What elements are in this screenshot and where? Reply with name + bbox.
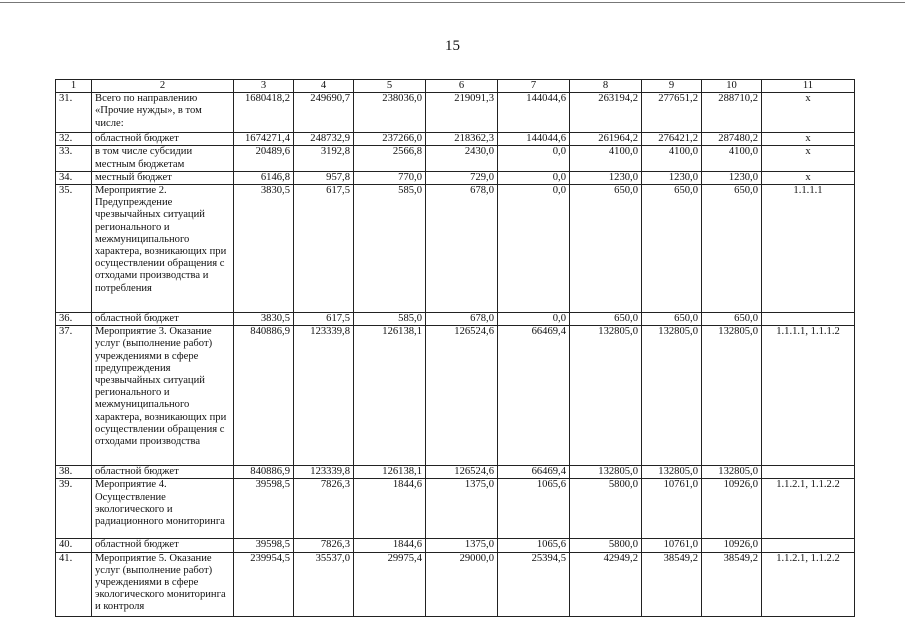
scan-top-border bbox=[0, 2, 905, 3]
table-row bbox=[56, 93, 855, 133]
value-cell: 729,0 bbox=[426, 171, 498, 184]
value-cell: 678,0 bbox=[426, 313, 498, 326]
value-cell: 287480,2 bbox=[702, 133, 762, 146]
value-cell: 10761,0 bbox=[642, 479, 702, 539]
value-cell: 10761,0 bbox=[642, 539, 702, 552]
indicator-reference: 1.1.2.1, 1.1.2.2 bbox=[762, 552, 855, 616]
table-row bbox=[56, 185, 855, 313]
row-title: областной бюджет bbox=[92, 313, 234, 326]
value-cell: 1065,6 bbox=[498, 479, 570, 539]
indicator-reference: 1.1.1.1, 1.1.1.2 bbox=[762, 326, 855, 466]
value-cell: 29000,0 bbox=[426, 552, 498, 616]
indicator-reference: x bbox=[762, 93, 855, 133]
value-cell: 1375,0 bbox=[426, 479, 498, 539]
value-cell: 957,8 bbox=[294, 171, 354, 184]
value-cell: 1230,0 bbox=[570, 171, 642, 184]
value-cell: 7826,3 bbox=[294, 539, 354, 552]
value-cell: 617,5 bbox=[294, 185, 354, 313]
indicator-reference: x bbox=[762, 133, 855, 146]
value-cell: 288710,2 bbox=[702, 93, 762, 133]
value-cell: 123339,8 bbox=[294, 466, 354, 479]
column-header: 2 bbox=[92, 80, 234, 93]
column-header: 5 bbox=[354, 80, 426, 93]
column-header: 1 bbox=[56, 80, 92, 93]
table-row bbox=[56, 146, 855, 171]
indicator-reference bbox=[762, 466, 855, 479]
table-row bbox=[56, 552, 855, 616]
column-header: 6 bbox=[426, 80, 498, 93]
value-cell: 218362,3 bbox=[426, 133, 498, 146]
value-cell: 7826,3 bbox=[294, 479, 354, 539]
value-cell: 39598,5 bbox=[234, 539, 294, 552]
indicator-reference: x bbox=[762, 146, 855, 171]
value-cell: 650,0 bbox=[642, 185, 702, 313]
row-number: 39. bbox=[56, 479, 92, 539]
row-title: в том числе субсидии местным бюджетам bbox=[92, 146, 234, 171]
column-header: 9 bbox=[642, 80, 702, 93]
budget-table bbox=[55, 79, 855, 617]
value-cell: 39598,5 bbox=[234, 479, 294, 539]
column-header: 8 bbox=[570, 80, 642, 93]
row-number: 41. bbox=[56, 552, 92, 616]
value-cell: 276421,2 bbox=[642, 133, 702, 146]
row-number: 38. bbox=[56, 466, 92, 479]
value-cell: 1844,6 bbox=[354, 479, 426, 539]
value-cell: 0,0 bbox=[498, 313, 570, 326]
row-number: 32. bbox=[56, 133, 92, 146]
value-cell: 650,0 bbox=[702, 313, 762, 326]
value-cell: 5800,0 bbox=[570, 479, 642, 539]
row-title: Мероприятие 4. Осуществление экологического и радиационного мониторинга bbox=[92, 479, 234, 539]
row-title: областной бюджет bbox=[92, 133, 234, 146]
value-cell: 25394,5 bbox=[498, 552, 570, 616]
value-cell: 237266,0 bbox=[354, 133, 426, 146]
column-header: 11 bbox=[762, 80, 855, 93]
column-header: 3 bbox=[234, 80, 294, 93]
table-row bbox=[56, 539, 855, 552]
value-cell: 0,0 bbox=[498, 185, 570, 313]
value-cell: 1844,6 bbox=[354, 539, 426, 552]
table-row bbox=[56, 326, 855, 466]
row-title: областной бюджет bbox=[92, 466, 234, 479]
row-number: 40. bbox=[56, 539, 92, 552]
value-cell: 2430,0 bbox=[426, 146, 498, 171]
value-cell: 132805,0 bbox=[570, 466, 642, 479]
value-cell: 585,0 bbox=[354, 185, 426, 313]
value-cell: 1674271,4 bbox=[234, 133, 294, 146]
value-cell: 6146,8 bbox=[234, 171, 294, 184]
table-row bbox=[56, 171, 855, 184]
value-cell: 0,0 bbox=[498, 171, 570, 184]
row-number: 35. bbox=[56, 185, 92, 313]
value-cell: 5800,0 bbox=[570, 539, 642, 552]
value-cell: 650,0 bbox=[642, 313, 702, 326]
indicator-reference: 1.1.1.1 bbox=[762, 185, 855, 313]
indicator-reference: x bbox=[762, 171, 855, 184]
value-cell: 20489,6 bbox=[234, 146, 294, 171]
value-cell: 10926,0 bbox=[702, 539, 762, 552]
row-number: 37. bbox=[56, 326, 92, 466]
indicator-reference bbox=[762, 539, 855, 552]
value-cell: 3192,8 bbox=[294, 146, 354, 171]
value-cell: 66469,4 bbox=[498, 326, 570, 466]
row-title: Мероприятие 3. Оказание услуг (выполнение работ) учреждениями в сфере предупреждения чрезвычайных ситуаций регионального и межмуниципального характера, возникающих при осуществлении обращения с отходами производства bbox=[92, 326, 234, 466]
value-cell: 126524,6 bbox=[426, 326, 498, 466]
value-cell: 239954,5 bbox=[234, 552, 294, 616]
value-cell: 650,0 bbox=[570, 185, 642, 313]
row-number: 33. bbox=[56, 146, 92, 171]
value-cell: 144044,6 bbox=[498, 93, 570, 133]
value-cell: 617,5 bbox=[294, 313, 354, 326]
value-cell: 261964,2 bbox=[570, 133, 642, 146]
value-cell: 4100,0 bbox=[570, 146, 642, 171]
value-cell: 2566,8 bbox=[354, 146, 426, 171]
value-cell: 238036,0 bbox=[354, 93, 426, 133]
value-cell: 840886,9 bbox=[234, 466, 294, 479]
value-cell: 123339,8 bbox=[294, 326, 354, 466]
row-number: 31. bbox=[56, 93, 92, 133]
value-cell: 66469,4 bbox=[498, 466, 570, 479]
value-cell: 29975,4 bbox=[354, 552, 426, 616]
value-cell: 263194,2 bbox=[570, 93, 642, 133]
value-cell: 132805,0 bbox=[642, 326, 702, 466]
value-cell: 678,0 bbox=[426, 185, 498, 313]
page-number: 15 bbox=[445, 38, 460, 54]
row-title: Мероприятие 2. Предупреждение чрезвычайных ситуаций регионального и межмуниципального характера, возникающих при осуществлении обращения с отходами производства и потребления bbox=[92, 185, 234, 313]
value-cell: 4100,0 bbox=[702, 146, 762, 171]
value-cell: 1230,0 bbox=[642, 171, 702, 184]
value-cell: 4100,0 bbox=[642, 146, 702, 171]
value-cell: 38549,2 bbox=[642, 552, 702, 616]
table-row bbox=[56, 133, 855, 146]
value-cell: 132805,0 bbox=[570, 326, 642, 466]
value-cell: 126138,1 bbox=[354, 326, 426, 466]
table-row bbox=[56, 313, 855, 326]
value-cell: 132805,0 bbox=[702, 466, 762, 479]
column-header: 4 bbox=[294, 80, 354, 93]
value-cell: 650,0 bbox=[702, 185, 762, 313]
value-cell: 10926,0 bbox=[702, 479, 762, 539]
indicator-reference bbox=[762, 313, 855, 326]
value-cell: 1375,0 bbox=[426, 539, 498, 552]
value-cell: 249690,7 bbox=[294, 93, 354, 133]
value-cell: 770,0 bbox=[354, 171, 426, 184]
indicator-reference: 1.1.2.1, 1.1.2.2 bbox=[762, 479, 855, 539]
value-cell: 3830,5 bbox=[234, 313, 294, 326]
table-row bbox=[56, 466, 855, 479]
value-cell: 219091,3 bbox=[426, 93, 498, 133]
column-header: 10 bbox=[702, 80, 762, 93]
value-cell: 3830,5 bbox=[234, 185, 294, 313]
value-cell: 248732,9 bbox=[294, 133, 354, 146]
value-cell: 126138,1 bbox=[354, 466, 426, 479]
value-cell: 126524,6 bbox=[426, 466, 498, 479]
value-cell: 0,0 bbox=[498, 146, 570, 171]
value-cell: 650,0 bbox=[570, 313, 642, 326]
value-cell: 1065,6 bbox=[498, 539, 570, 552]
row-title: местный бюджет bbox=[92, 171, 234, 184]
value-cell: 1230,0 bbox=[702, 171, 762, 184]
row-number: 36. bbox=[56, 313, 92, 326]
value-cell: 42949,2 bbox=[570, 552, 642, 616]
value-cell: 585,0 bbox=[354, 313, 426, 326]
value-cell: 144044,6 bbox=[498, 133, 570, 146]
value-cell: 840886,9 bbox=[234, 326, 294, 466]
header-row bbox=[56, 80, 855, 93]
column-header: 7 bbox=[498, 80, 570, 93]
value-cell: 1680418,2 bbox=[234, 93, 294, 133]
row-title: областной бюджет bbox=[92, 539, 234, 552]
value-cell: 38549,2 bbox=[702, 552, 762, 616]
value-cell: 132805,0 bbox=[702, 326, 762, 466]
value-cell: 277651,2 bbox=[642, 93, 702, 133]
row-title: Всего по направлению «Прочие нужды», в том числе: bbox=[92, 93, 234, 133]
table-row bbox=[56, 479, 855, 539]
row-title: Мероприятие 5. Оказание услуг (выполнение работ) учреждениями в сфере экологического мониторинга и контроля bbox=[92, 552, 234, 616]
value-cell: 35537,0 bbox=[294, 552, 354, 616]
value-cell: 132805,0 bbox=[642, 466, 702, 479]
row-number: 34. bbox=[56, 171, 92, 184]
